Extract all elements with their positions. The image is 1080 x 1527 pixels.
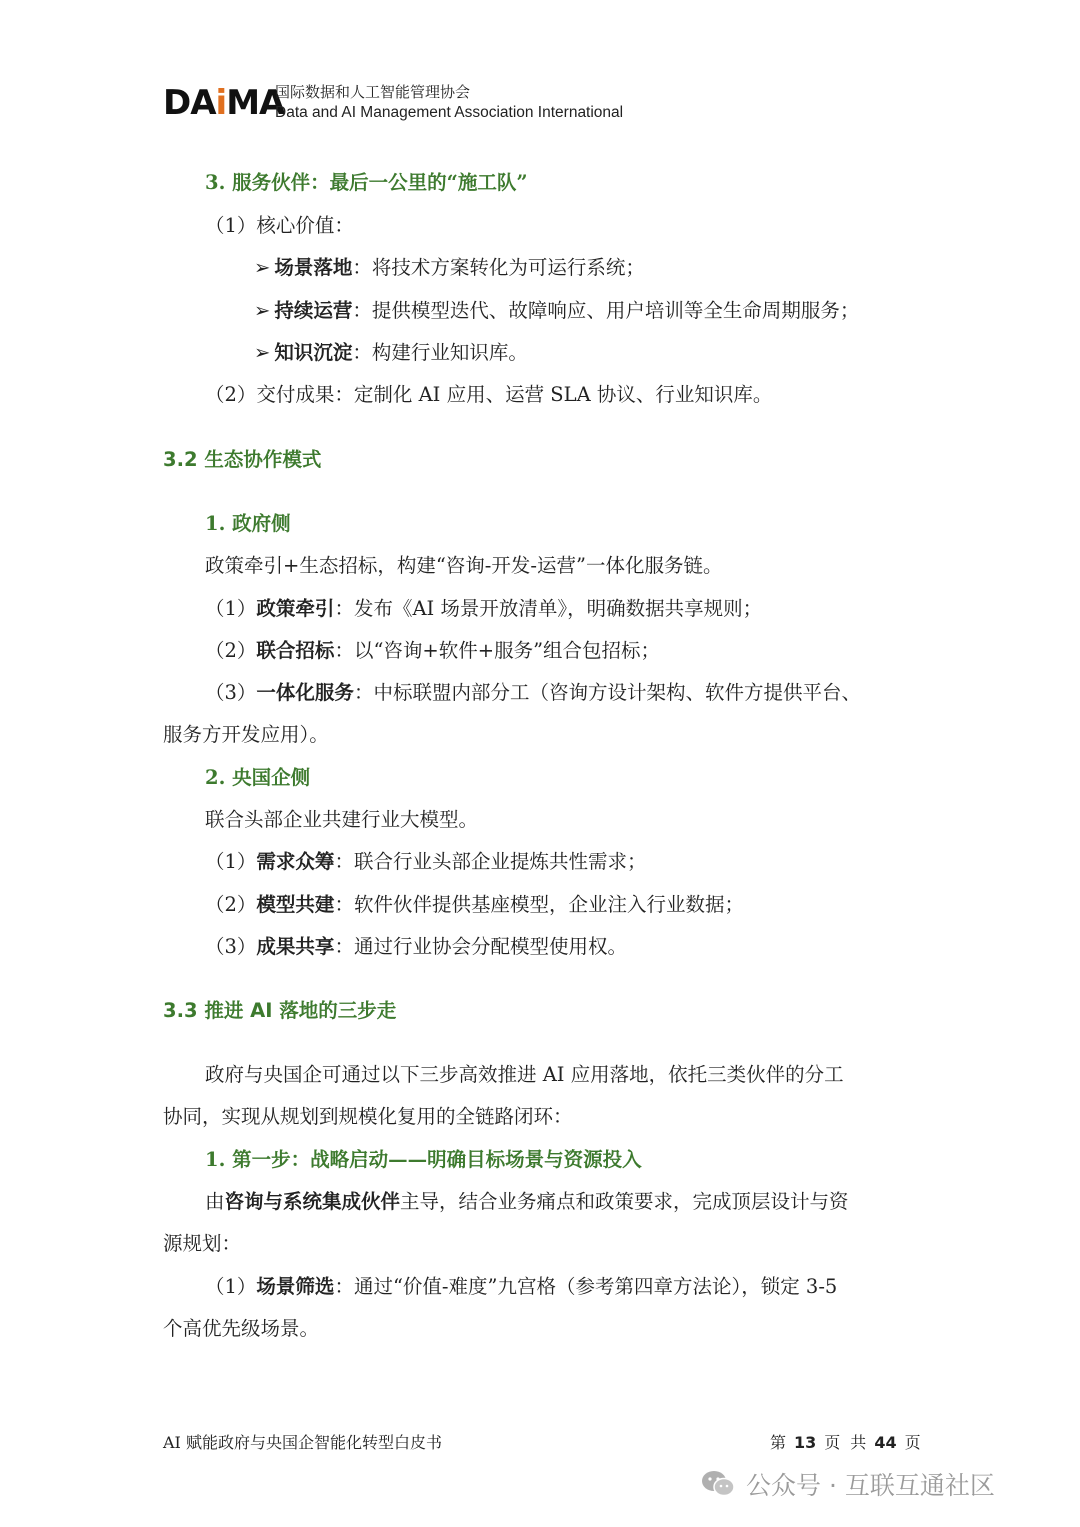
page-prefix: 第 <box>770 1433 787 1452</box>
list-item-continuation: 服务方开发应用）。 <box>163 723 329 746</box>
list-item-continuation: 个高优先级场景。 <box>163 1317 320 1340</box>
paragraph-line: 协同，实现从规划到规模化复用的全链路闭环： <box>163 1105 573 1128</box>
item-term: 成果共享 <box>256 935 335 958</box>
bold-term: 咨询与系统集成伙伴 <box>224 1190 401 1213</box>
arrow-bullet-icon: ➢ <box>254 299 271 322</box>
arrow-bullet-icon: ➢ <box>254 256 271 279</box>
org-name-cn: 国际数据和人工智能管理协会 <box>275 83 471 101</box>
section-3-3-heading: 3.3 推进 AI 落地的三步走 <box>163 999 397 1022</box>
watermark-text: 公众号 · 互联互通社区 <box>746 1471 995 1500</box>
gov-heading: 1. 政府侧 <box>205 512 291 535</box>
list-item <box>205 680 861 706</box>
text-span: 主导，结合业务痛点和政策要求，完成顶层设计与资 <box>400 1190 849 1213</box>
list-item <box>205 638 660 664</box>
item-number: （2） <box>205 639 257 662</box>
item-number: （1） <box>205 1275 257 1298</box>
logo-text-left: DA <box>163 83 216 123</box>
bullet-term: 场景落地 <box>274 256 353 279</box>
item-term: 政策牵引 <box>256 597 335 620</box>
arrow-bullet-icon: ➢ <box>254 341 271 364</box>
paragraph-line: 源规划： <box>163 1232 242 1255</box>
bullet-item <box>254 340 528 366</box>
logo-text-accent: i <box>215 83 227 123</box>
list-item <box>205 596 762 622</box>
deliverables-line: （2）交付成果：定制化 AI 应用、运营 SLA 协议、行业知识库。 <box>205 383 773 406</box>
item-number: （1） <box>205 597 257 620</box>
item-term: 联合招标 <box>256 639 335 662</box>
step1-heading: 1. 第一步：战略启动——明确目标场景与资源投入 <box>205 1148 642 1171</box>
org-name <box>275 82 623 123</box>
page-suffix: 页 <box>904 1433 921 1452</box>
core-value-label: （1）核心价值： <box>205 214 354 237</box>
text-span: 由 <box>205 1190 225 1213</box>
org-name-en: Data and AI Management Association International <box>275 104 624 121</box>
current-page: 13 <box>794 1433 817 1452</box>
list-item <box>205 934 627 960</box>
daima-logo <box>163 83 285 123</box>
footer-doc-title: AI 赋能政府与央国企智能化转型白皮书 <box>163 1433 442 1452</box>
bullet-text: ：将技术方案转化为可运行系统； <box>352 256 645 279</box>
paragraph-line <box>205 1189 849 1215</box>
bullet-text: ：提供模型迭代、故障响应、用户培训等全生命周期服务； <box>352 299 860 322</box>
item-text: ：通过“价值-难度”九宫格（参考第四章方法论），锁定 3-5 <box>334 1275 838 1298</box>
item-text: ：中标联盟内部分工（咨询方设计架构、软件方提供平台、 <box>353 681 861 704</box>
list-item <box>205 849 646 875</box>
partner3-heading: 3. 服务伙伴：最后一公里的“施工队” <box>205 171 528 194</box>
page-number <box>768 1430 923 1453</box>
bullet-text: ：构建行业知识库。 <box>352 341 528 364</box>
soe-heading: 2. 央国企侧 <box>205 766 311 789</box>
item-number: （3） <box>205 681 257 704</box>
soe-intro: 联合头部企业共建行业大模型。 <box>205 808 479 831</box>
total-word: 共 <box>850 1433 867 1452</box>
item-text: ：通过行业协会分配模型使用权。 <box>334 935 627 958</box>
item-text: ：软件伙伴提供基座模型，企业注入行业数据； <box>334 893 744 916</box>
total-pages: 44 <box>874 1433 897 1452</box>
item-text: ：以“咨询+软件+服务”组合包招标； <box>334 639 661 662</box>
gov-intro: 政策牵引+生态招标，构建“咨询-开发-运营”一体化服务链。 <box>205 554 723 577</box>
item-term: 需求众筹 <box>256 850 335 873</box>
list-item <box>205 1274 837 1300</box>
bullet-item <box>254 255 645 281</box>
item-number: （1） <box>205 850 257 873</box>
bullet-term: 持续运营 <box>274 299 353 322</box>
paragraph-line: 政府与央国企可通过以下三步高效推进 AI 应用落地，依托三类伙伴的分工 <box>205 1063 844 1086</box>
logo-text-right: MA <box>226 83 285 123</box>
item-number: （3） <box>205 935 257 958</box>
section-3-2-heading: 3.2 生态协作模式 <box>163 448 322 471</box>
item-term: 模型共建 <box>256 893 335 916</box>
item-text: ：发布《AI 场景开放清单》，明确数据共享规则； <box>334 597 763 620</box>
page-word: 页 <box>824 1433 841 1452</box>
wechat-watermark <box>700 1466 995 1502</box>
item-term: 一体化服务 <box>256 681 354 704</box>
bullet-term: 知识沉淀 <box>274 341 353 364</box>
item-text: ：联合行业头部企业提炼共性需求； <box>334 850 647 873</box>
list-item <box>205 892 744 918</box>
wechat-icon <box>700 1469 736 1499</box>
item-term: 场景筛选 <box>256 1275 335 1298</box>
bullet-item <box>254 298 859 324</box>
item-number: （2） <box>205 893 257 916</box>
